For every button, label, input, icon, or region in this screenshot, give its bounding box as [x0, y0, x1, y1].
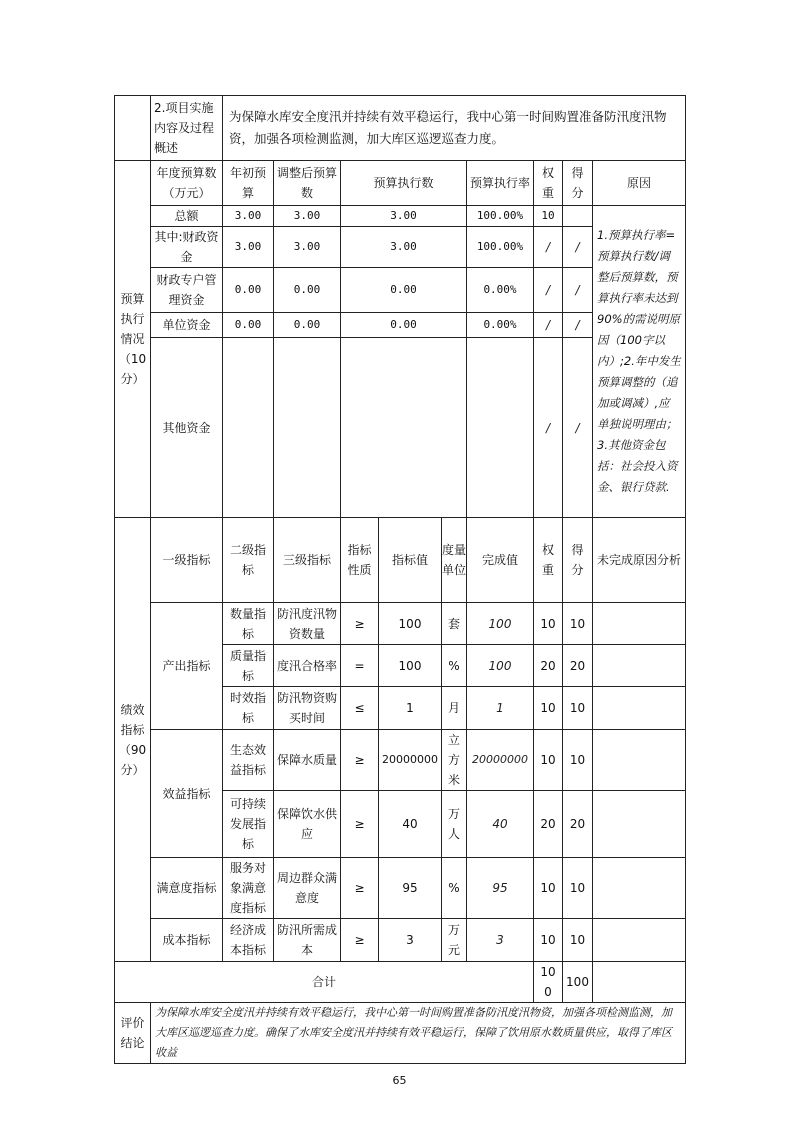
weight-value: /: [534, 313, 563, 338]
header-score: 得分: [563, 161, 593, 206]
target: 40: [379, 791, 442, 858]
total-score: 100: [563, 962, 593, 1003]
analysis: [593, 791, 686, 858]
weight: 10: [534, 687, 563, 730]
analysis: [593, 919, 686, 962]
score: 10: [563, 603, 593, 645]
rate-value: 0.00%: [467, 313, 534, 338]
adjusted-value: [274, 338, 341, 518]
initial-value: 0.00: [223, 313, 274, 338]
level2: 服务对象满意度指标: [223, 858, 274, 919]
operator: =: [341, 645, 379, 687]
actual: 20000000: [467, 730, 534, 791]
header-level3: 三级指标: [274, 518, 341, 603]
unit: 月: [442, 687, 467, 730]
overview-label: 2.项目实施内容及过程概述: [151, 96, 223, 161]
executed-value: 0.00: [341, 313, 467, 338]
initial-value: 3.00: [223, 227, 274, 268]
evaluation-row: [115, 1003, 686, 1064]
page-number: 65: [392, 1074, 407, 1087]
weight: 10: [534, 919, 563, 962]
rate-value: 0.00%: [467, 268, 534, 313]
score: 20: [563, 645, 593, 687]
score: 10: [563, 919, 593, 962]
score: 10: [563, 858, 593, 919]
analysis: [593, 603, 686, 645]
level3: 保障饮水供应: [274, 791, 341, 858]
unit: 万人: [442, 791, 467, 858]
operator: ≥: [341, 730, 379, 791]
total-row: [115, 962, 686, 1003]
header-analysis: 未完成原因分析: [593, 518, 686, 603]
weight: 20: [534, 645, 563, 687]
overview-content: 为保障水库安全度汛并持续有效平稳运行，我中心第一时间购置准备防汛度汛物资，加强各项检测监测，加大库区巡逻巡查力度。: [223, 96, 686, 161]
header-adjusted: 调整后预算数: [274, 161, 341, 206]
level2: 质量指标: [223, 645, 274, 687]
operator: ≤: [341, 687, 379, 730]
weight: 10: [534, 858, 563, 919]
actual: 3: [467, 919, 534, 962]
target: 1: [379, 687, 442, 730]
row-name: 其他资金: [151, 338, 223, 518]
row-name: 财政专户管理资金: [151, 268, 223, 313]
header-unit: 度量单位: [442, 518, 467, 603]
operator: ≥: [341, 603, 379, 645]
level1-group: 效益指标: [151, 730, 223, 858]
header-level1: 一级指标: [151, 518, 223, 603]
unit: 立方米: [442, 730, 467, 791]
actual: 40: [467, 791, 534, 858]
header-reason: 原因: [593, 161, 686, 206]
header-weight: 权重: [534, 161, 563, 206]
header-target: 指标值: [379, 518, 442, 603]
unit: %: [442, 858, 467, 919]
performance-section-label: 绩效指标（90分）: [115, 518, 151, 962]
operator: ≥: [341, 791, 379, 858]
level3: 防汛度汛物资数量: [274, 603, 341, 645]
budget-section-label: 预算执行情况（10分）: [115, 161, 151, 518]
row-name: 总额: [151, 206, 223, 227]
adjusted-value: 3.00: [274, 227, 341, 268]
level3: 保障水质量: [274, 730, 341, 791]
score: 10: [563, 730, 593, 791]
score-value: /: [563, 338, 593, 518]
level3: 防汛所需成本: [274, 919, 341, 962]
header-initial: 年初预算: [223, 161, 274, 206]
empty-cell: [593, 962, 686, 1003]
analysis: [593, 645, 686, 687]
initial-value: [223, 338, 274, 518]
weight-value: 10: [534, 206, 563, 227]
level1-group: 产出指标: [151, 603, 223, 730]
analysis: [593, 858, 686, 919]
level2: 数量指标: [223, 603, 274, 645]
weight-value: /: [534, 268, 563, 313]
table-row: [115, 858, 686, 919]
level1-group: 满意度指标: [151, 858, 223, 919]
score-value: [563, 206, 593, 227]
adjusted-value: 3.00: [274, 206, 341, 227]
target: 100: [379, 603, 442, 645]
performance-header-row: [115, 518, 686, 603]
actual: 1: [467, 687, 534, 730]
weight: 10: [534, 730, 563, 791]
header-actual: 完成值: [467, 518, 534, 603]
operator: ≥: [341, 858, 379, 919]
adjusted-value: 0.00: [274, 313, 341, 338]
level2: 可持续发展指标: [223, 791, 274, 858]
rate-value: [467, 338, 534, 518]
empty-cell: [115, 96, 151, 161]
level2: 经济成本指标: [223, 919, 274, 962]
performance-evaluation-table: [114, 95, 686, 1064]
executed-value: 0.00: [341, 268, 467, 313]
row-name: 其中:财政资金: [151, 227, 223, 268]
analysis: [593, 687, 686, 730]
executed-value: [341, 338, 467, 518]
actual: 100: [467, 603, 534, 645]
level3: 周边群众满意度: [274, 858, 341, 919]
table-row: [115, 730, 686, 791]
header-weight: 权重: [534, 518, 563, 603]
level2: 生态效益指标: [223, 730, 274, 791]
weight-value: /: [534, 338, 563, 518]
header-executed: 预算执行数: [341, 161, 467, 206]
weight: 20: [534, 791, 563, 858]
rate-value: 100.00%: [467, 227, 534, 268]
page-content: [114, 95, 685, 1088]
level3: 度汛合格率: [274, 645, 341, 687]
overview-row: [115, 96, 686, 161]
reason-note: 1.预算执行率=预算执行数/调整后预算数，预算执行率未达到90%的需说明原因（100字以内）;2.年中发生预算调整的（追加或调减）,应单独说明理由；3.其他资金包括：社会投入资金、银行贷款.: [593, 206, 686, 518]
weight-value: /: [534, 227, 563, 268]
target: 20000000: [379, 730, 442, 791]
initial-value: 0.00: [223, 268, 274, 313]
executed-value: 3.00: [341, 227, 467, 268]
level2: 时效指标: [223, 687, 274, 730]
target: 95: [379, 858, 442, 919]
executed-value: 3.00: [341, 206, 467, 227]
header-score: 得分: [563, 518, 593, 603]
target: 100: [379, 645, 442, 687]
score-value: /: [563, 313, 593, 338]
actual: 100: [467, 645, 534, 687]
adjusted-value: 0.00: [274, 268, 341, 313]
header-nature: 指标性质: [341, 518, 379, 603]
table-row: [115, 603, 686, 645]
header-level2: 二级指标: [223, 518, 274, 603]
total-weight: 100: [534, 962, 563, 1003]
operator: ≥: [341, 919, 379, 962]
initial-value: 3.00: [223, 206, 274, 227]
unit: 套: [442, 603, 467, 645]
rate-value: 100.00%: [467, 206, 534, 227]
score: 20: [563, 791, 593, 858]
row-name: 单位资金: [151, 313, 223, 338]
score-value: /: [563, 268, 593, 313]
unit: %: [442, 645, 467, 687]
unit: 万元: [442, 919, 467, 962]
actual: 95: [467, 858, 534, 919]
level1-group: 成本指标: [151, 919, 223, 962]
target: 3: [379, 919, 442, 962]
table-row: [115, 206, 686, 227]
table-row: [115, 919, 686, 962]
score-value: /: [563, 227, 593, 268]
level3: 防汛物资购买时间: [274, 687, 341, 730]
total-label: 合计: [115, 962, 534, 1003]
score: 10: [563, 687, 593, 730]
analysis: [593, 730, 686, 791]
header-rate: 预算执行率: [467, 161, 534, 206]
evaluation-text: 为保障水库安全度汛并持续有效平稳运行，我中心第一时间购置准备防汛度汛物资，加强各项检测监测，加大库区巡逻巡查力度。确保了水库安全度汛并持续有效平稳运行，保障了饮用原水数质量供应，取得了库区收益: [151, 1003, 686, 1064]
header-annual-budget: 年度预算数（万元）: [151, 161, 223, 206]
evaluation-label: 评价结论: [115, 1003, 151, 1064]
budget-header-row: [115, 161, 686, 206]
weight: 10: [534, 603, 563, 645]
